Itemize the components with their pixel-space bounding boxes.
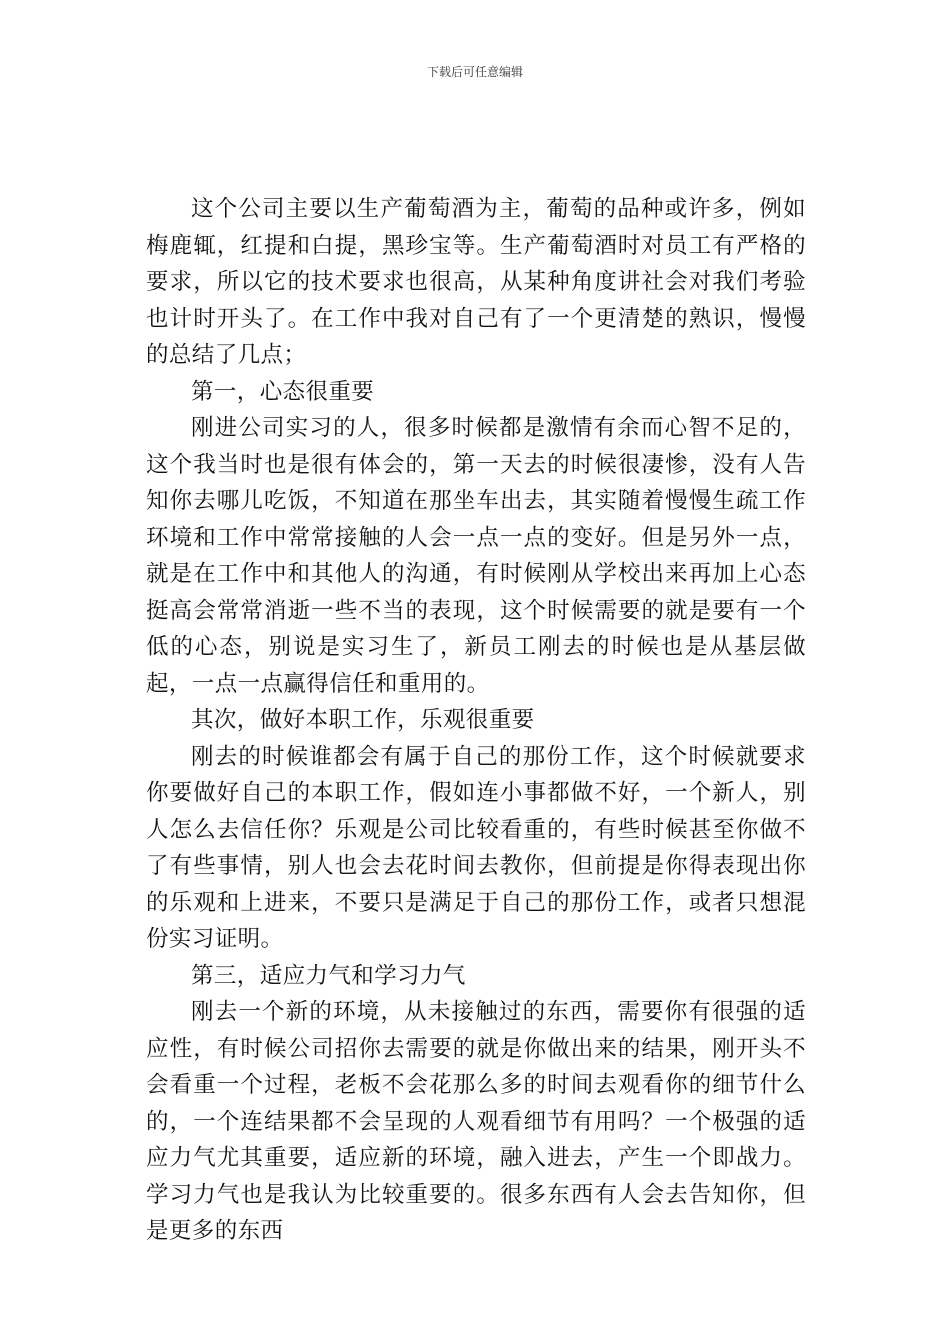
paragraph-first-point: 刚进公司实习的人，很多时候都是激情有余而心智不足的，这个我当时也是很有体会的，第一天去的时候很凄惨，没有人告知你去哪儿吃饭，不知道在那坐车出去，其实随着慢慢生疏工作环境和工作中常常接触的人会一点一点的变好。但是另外一点，就是在工作中和其他人的沟通，有时候刚从学校出来再加上心态挺高会常常消逝一些不当的表现，这个时候需要的就是要有一个低的心态，别说是实习生了，新员工刚去的时候也是从基层做起，一点一点赢得信任和重用的。: [146, 415, 806, 697]
heading-second-point: 其次，做好本职工作，乐观很重要: [191, 707, 535, 733]
page-header: 下载后可任意编辑: [426, 65, 523, 79]
paragraph-intro: 这个公司主要以生产葡萄酒为主，葡萄的品种或许多，例如梅鹿辄，红提和白提，黑珍宝等。生产葡萄酒时对员工有严格的要求，所以它的技术要求也很高，从某种角度讲社会对我们考验也计时开头了。在工作中我对自己有了一个更清楚的熟识，慢慢的总结了几点；: [146, 196, 806, 368]
paragraph-third-point: 刚去一个新的环境，从未接触过的东西，需要你有很强的适应性，有时候公司招你去需要的就是你做出来的结果，刚开头不会看重一个过程，老板不会花那么多的时间去观看你的细节什么的，一个连结果都不会呈现的人观看细节有用吗？一个极强的适应力气尤其重要，适应新的环境，融入进去，产生一个即战力。学习力气也是我认为比较重要的。很多东西有人会去告知你，但是更多的东西: [146, 999, 806, 1244]
heading-first-point: 第一，心态很重要: [191, 378, 375, 405]
heading-third-point: 第三，适应力气和学习力气: [191, 962, 466, 989]
paragraph-second-point: 刚去的时候谁都会有属于自己的那份工作，这个时候就要求你要做好自己的本职工作，假如连小事都做不好，一个新人，别人怎么去信任你？乐观是公司比较看重的，有些时候甚至你做不了有些事情，别人也会去花时间去教你，但前提是你得表现出你的乐观和上进来，不要只是满足于自己的那份工作，或者只想混份实习证明。: [146, 743, 806, 952]
document-body: [146, 191, 806, 1250]
